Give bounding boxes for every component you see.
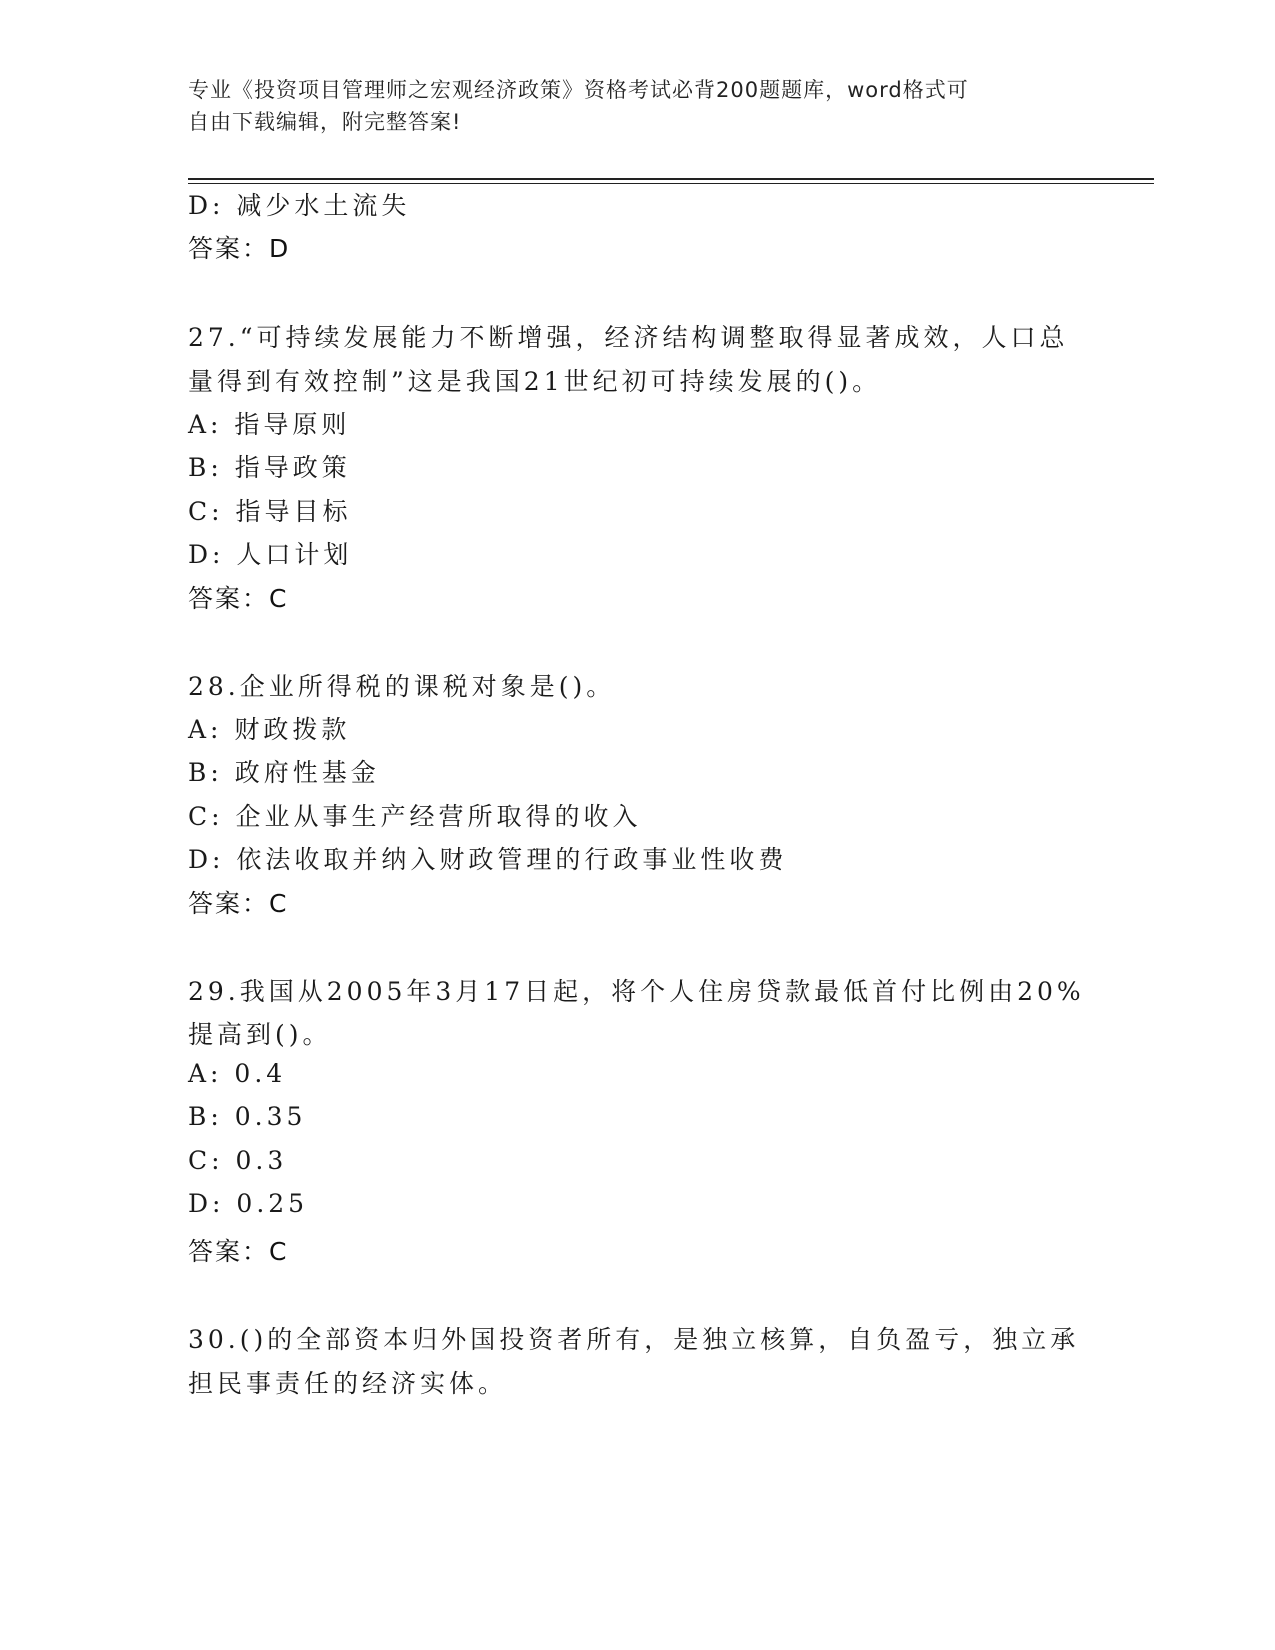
question-29-option-d: D: 0.25: [188, 1189, 309, 1218]
document-header: [188, 74, 1088, 138]
question-27-stem-line-2: 量得到有效控制”这是我国21世纪初可持续发展的()。: [188, 367, 882, 396]
question-28-option-a: A: 财政拨款: [188, 715, 351, 744]
question-29-option-c: C: 0.3: [188, 1146, 288, 1175]
question-29-option-b: B: 0.35: [188, 1102, 307, 1131]
question-27-option-b: B: 指导政策: [188, 453, 351, 482]
question-29-option-a: A: 0.4: [188, 1059, 287, 1088]
question-27-option-a: A: 指导原则: [188, 410, 351, 439]
question-28-stem-line-1: 28.企业所得税的课税对象是()。: [188, 672, 616, 701]
header-line-1: 专业《投资项目管理师之宏观经济政策》资格考试必背200题题库，word格式可: [188, 78, 969, 102]
question-30-stem-line-2: 担民事责任的经济实体。: [188, 1369, 508, 1398]
prev-question-answer: 答案：D: [188, 234, 291, 263]
header-divider-thick: [188, 178, 1154, 180]
question-29-stem-line-1: 29.我国从2005年3月17日起，将个人住房贷款最低首付比例由20%: [188, 977, 1085, 1006]
header-divider-thin: [188, 183, 1154, 184]
question-28-option-d: D: 依法收取并纳入财政管理的行政事业性收费: [188, 845, 788, 874]
question-29-answer: 答案：C: [188, 1237, 289, 1266]
header-line-2: 自由下载编辑，附完整答案!: [188, 110, 462, 134]
question-28-option-b: B: 政府性基金: [188, 758, 380, 787]
question-27-option-d: D: 人口计划: [188, 540, 353, 569]
question-27-option-c: C: 指导目标: [188, 497, 352, 526]
question-27-stem-line-1: 27.“可持续发展能力不断增强，经济结构调整取得显著成效，人口总: [188, 323, 1069, 352]
prev-question-option-d: D: 减少水土流失: [188, 191, 411, 220]
question-29-stem-line-2: 提高到()。: [188, 1020, 332, 1049]
question-28-option-c: C: 企业从事生产经营所取得的收入: [188, 802, 642, 831]
question-28-answer: 答案：C: [188, 889, 289, 918]
question-30-stem-line-1: 30.()的全部资本归外国投资者所有，是独立核算，自负盈亏，独立承: [188, 1325, 1080, 1354]
question-27-answer: 答案：C: [188, 584, 289, 613]
